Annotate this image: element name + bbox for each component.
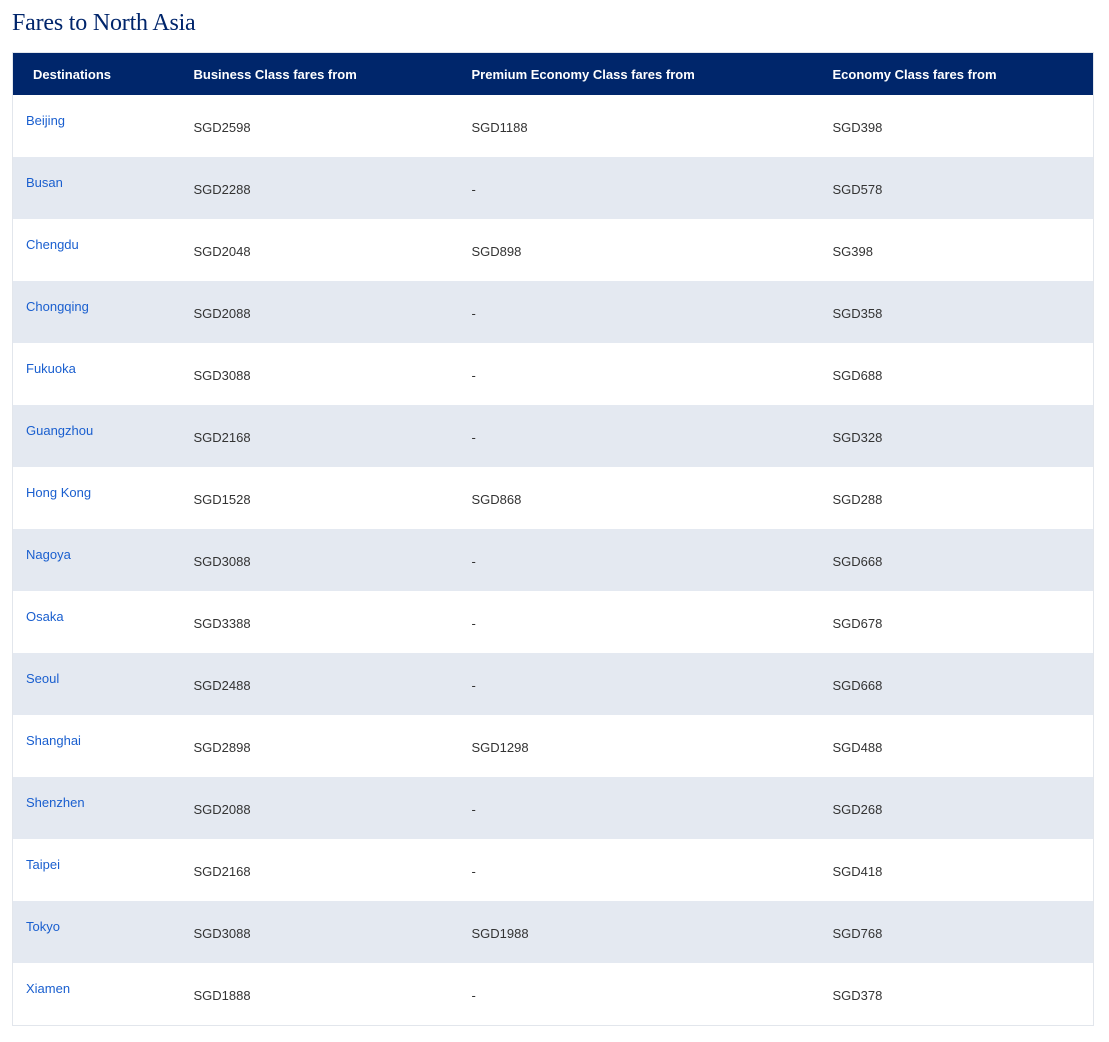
business-fare: SGD1888 (193, 988, 251, 1003)
table-row (13, 219, 1094, 281)
business-fare: SGD2048 (193, 244, 251, 259)
destination-link-fukuoka[interactable]: Fukuoka (26, 361, 76, 376)
premium-economy-fare: - (471, 988, 476, 1003)
destination-link-chongqing[interactable]: Chongqing (26, 299, 89, 314)
table-row (13, 963, 1094, 1026)
premium-economy-fare: SGD1298 (471, 740, 529, 755)
economy-fare: SGD578 (832, 182, 883, 197)
economy-fare: SGD268 (832, 802, 883, 817)
business-fare: SGD2598 (193, 120, 251, 135)
business-fare: SGD3088 (193, 926, 251, 941)
business-fare: SGD3088 (193, 368, 251, 383)
header-premium-economy: Premium Economy Class fares from (471, 66, 695, 82)
page-title: Fares to North Asia (12, 10, 196, 36)
table-row (13, 405, 1094, 467)
premium-economy-fare: - (471, 678, 476, 693)
header-economy: Economy Class fares from (832, 66, 997, 82)
premium-economy-fare: SGD898 (471, 244, 522, 259)
business-fare: SGD2288 (193, 182, 251, 197)
premium-economy-fare: - (471, 864, 476, 879)
table-row (13, 839, 1094, 901)
fares-table (12, 52, 1094, 1026)
table-header-row (13, 53, 1094, 96)
premium-economy-fare: - (471, 554, 476, 569)
premium-economy-fare: - (471, 802, 476, 817)
destination-link-chengdu[interactable]: Chengdu (26, 237, 79, 252)
economy-fare: SGD328 (832, 430, 883, 445)
table-row (13, 777, 1094, 839)
destination-link-osaka[interactable]: Osaka (26, 609, 64, 624)
premium-economy-fare: - (471, 368, 476, 383)
business-fare: SGD2088 (193, 306, 251, 321)
economy-fare: SGD688 (832, 368, 883, 383)
destination-link-shanghai[interactable]: Shanghai (26, 733, 81, 748)
table-row (13, 901, 1094, 963)
business-fare: SGD2168 (193, 430, 251, 445)
destination-link-guangzhou[interactable]: Guangzhou (26, 423, 94, 438)
economy-fare: SGD678 (832, 616, 883, 631)
economy-fare: SGD668 (832, 554, 883, 569)
destination-link-seoul[interactable]: Seoul (26, 671, 60, 686)
destination-link-tokyo[interactable]: Tokyo (26, 919, 60, 934)
business-fare: SGD2488 (193, 678, 251, 693)
table-row (13, 591, 1094, 653)
destination-link-nagoya[interactable]: Nagoya (26, 547, 71, 562)
economy-fare: SGD488 (832, 740, 883, 755)
premium-economy-fare: SGD868 (471, 492, 522, 507)
table-row (13, 343, 1094, 405)
destination-link-beijing[interactable]: Beijing (26, 113, 66, 128)
destination-link-hong-kong[interactable]: Hong Kong (26, 485, 92, 500)
destination-link-taipei[interactable]: Taipei (26, 857, 60, 872)
premium-economy-fare: SGD1188 (471, 120, 528, 135)
economy-fare: SGD378 (832, 988, 883, 1003)
business-fare: SGD2898 (193, 740, 251, 755)
table-row (13, 529, 1094, 591)
table-row (13, 467, 1094, 529)
economy-fare: SG398 (832, 244, 873, 259)
economy-fare: SGD418 (832, 864, 883, 879)
table-row (13, 281, 1094, 343)
business-fare: SGD3088 (193, 554, 251, 569)
business-fare: SGD1528 (193, 492, 251, 507)
business-fare: SGD2168 (193, 864, 251, 879)
business-fare: SGD3388 (193, 616, 251, 631)
economy-fare: SGD358 (832, 306, 883, 321)
table-row (13, 715, 1094, 777)
premium-economy-fare: - (471, 616, 476, 631)
business-fare: SGD2088 (193, 802, 251, 817)
economy-fare: SGD668 (832, 678, 883, 693)
premium-economy-fare: - (471, 306, 476, 321)
header-destinations: Destinations (33, 66, 112, 82)
premium-economy-fare: - (471, 182, 476, 197)
table-row (13, 653, 1094, 715)
destination-link-xiamen[interactable]: Xiamen (26, 981, 71, 996)
economy-fare: SGD768 (832, 926, 883, 941)
destination-link-shenzhen[interactable]: Shenzhen (26, 795, 85, 810)
economy-fare: SGD398 (832, 120, 883, 135)
premium-economy-fare: SGD1988 (471, 926, 529, 941)
premium-economy-fare: - (471, 430, 476, 445)
header-business: Business Class fares from (193, 66, 357, 82)
table-row (13, 157, 1094, 219)
destination-link-busan[interactable]: Busan (26, 175, 63, 190)
fares-table-body (13, 95, 1094, 1026)
economy-fare: SGD288 (832, 492, 883, 507)
table-row (13, 95, 1094, 157)
